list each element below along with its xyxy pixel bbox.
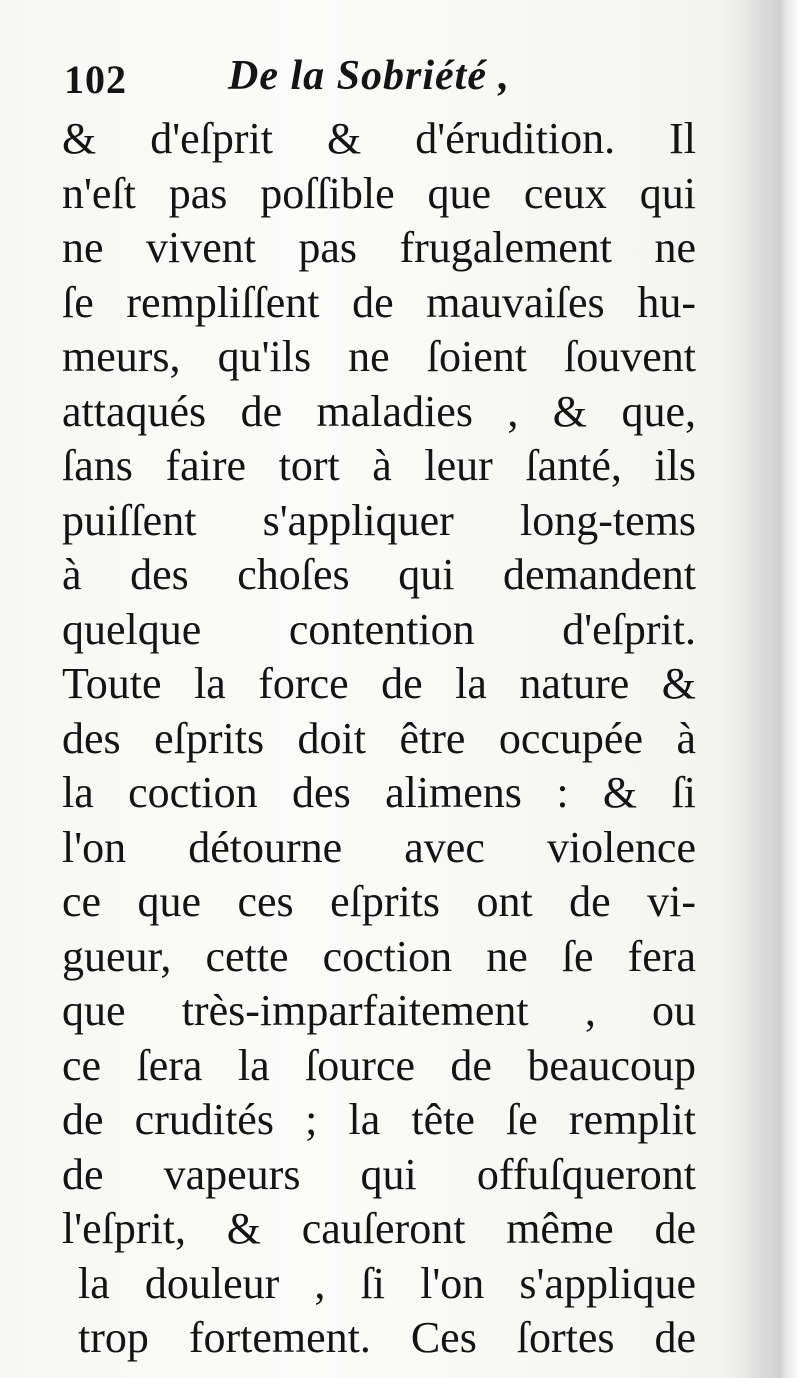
text-line: la coction des alimens : & ſi [62, 768, 696, 817]
running-title: De la Sobriété , [228, 53, 510, 99]
text-line: de vapeurs qui offuſqueront [62, 1149, 696, 1199]
text-line: ce que ces eſprits ont de vi- [62, 877, 696, 926]
page-gutter-shadow [740, 0, 780, 1378]
text-line: des eſprits doit être occupée à [62, 713, 696, 763]
page-number: 102 [64, 57, 127, 102]
text-line: la douleur , ſi l'on s'applique [78, 1258, 696, 1308]
text-line: meurs, qu'ils ne ſoient ſouvent [62, 332, 696, 381]
text-line: que très-imparfaitement , ou [62, 986, 696, 1035]
text-line: puiſſent s'appliquer long-tems [62, 495, 696, 545]
text-line: l'on détourne avec violence [62, 822, 696, 872]
text-line: attaqués de maladies , & que, [62, 386, 696, 436]
text-line: Toute la force de la nature & [62, 659, 696, 708]
text-line: ſans faire tort à leur ſanté, ils [62, 441, 696, 490]
text-line: l'eſprit, & cauſeront même de [62, 1204, 696, 1253]
text-line: à des choſes qui demandent [62, 550, 696, 599]
text-line: quelque contention d'eſprit. [62, 604, 696, 654]
text-line: & d'eſprit & d'érudition. Il [62, 114, 696, 163]
body-text [62, 112, 702, 1366]
text-line: trop fortement. Ces ſortes de [78, 1313, 696, 1362]
page-edge [780, 0, 800, 1378]
text-line: de crudités ; la tête ſe remplit [62, 1095, 696, 1144]
text-line: ne vivent pas frugalement ne [62, 223, 696, 272]
text-line: ce ſera la ſource de beaucoup [62, 1040, 696, 1090]
text-line: gueur, cette coction ne ſe fera [62, 931, 696, 981]
page-header [64, 52, 684, 108]
text-line: ſe rempliſſent de mauvaiſes hu- [62, 277, 696, 327]
text-line: n'eſt pas poſſible que ceux qui [62, 168, 696, 218]
